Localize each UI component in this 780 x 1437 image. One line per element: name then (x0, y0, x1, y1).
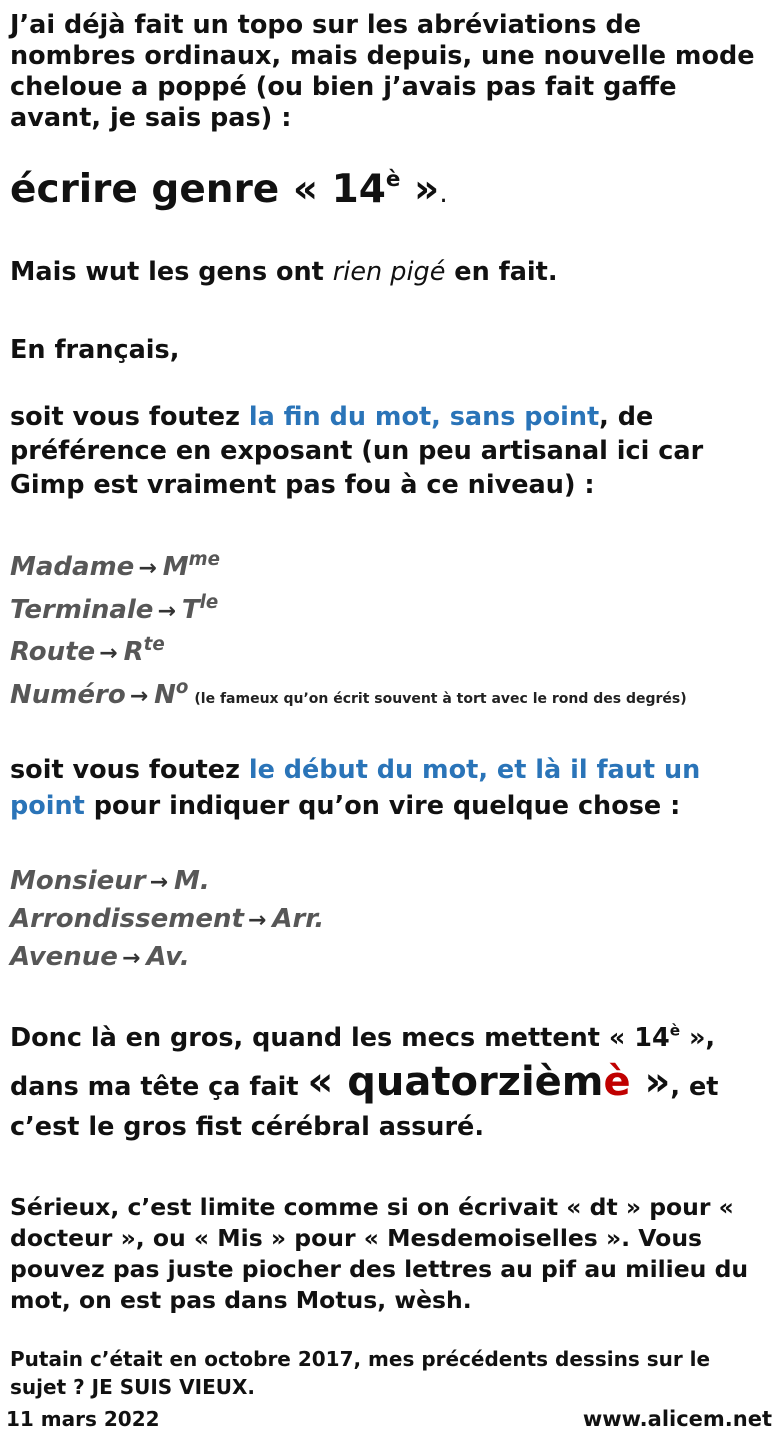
para2-before: soit vous foutez (10, 755, 249, 785)
line2-before: Mais wut les gens ont (10, 257, 333, 287)
example-word: Madame (10, 552, 135, 582)
quat-a: « quatorzièm (307, 1059, 604, 1105)
headline-sup: è (385, 166, 401, 192)
example-madame (10, 546, 220, 590)
para-fin-du-mot (10, 400, 772, 502)
example-word: Route (10, 637, 96, 667)
arrow-icon: → (99, 641, 118, 666)
arrow-icon: → (129, 684, 149, 709)
example-numero (10, 674, 687, 720)
example-abbr: T (181, 595, 200, 625)
para3-line2-after: , et c’est le gros fist cérébral assuré. (10, 1072, 719, 1142)
example-sup: o (175, 677, 189, 698)
example-abbr: R (123, 637, 144, 667)
headline-end: . (439, 178, 448, 209)
para3-line2-before: dans ma tête ça fait (10, 1072, 308, 1102)
example-note: (le fameux qu’on écrit souvent à tort avec le rond des degrés) (194, 691, 687, 707)
example-avenue (10, 936, 190, 980)
example-terminale (10, 589, 218, 633)
para-serieux: Sérieux, c’est limite comme si on écrivait « dt » pour « docteur », ou « Mis » pour « Mesdemoiselles ». Vous pouvez pas juste piocher des lettres au pif au milieu du mot, on est pas dans Motus, wèsh. (10, 1193, 749, 1314)
example-word: Avenue (10, 942, 118, 972)
para3-line1-sup: è (669, 1021, 681, 1040)
example-word: Numéro (10, 680, 126, 710)
line-rien-pige (10, 252, 772, 292)
arrow-icon: → (121, 946, 141, 971)
example-word: Terminale (10, 595, 154, 625)
para1-before: soit vous foutez (10, 402, 249, 432)
example-word: Monsieur (10, 866, 146, 896)
para2-highlight: le début du mot, et là il faut un point (10, 755, 701, 821)
headline (10, 166, 772, 218)
example-abbr: N (154, 680, 176, 710)
example-word: Arrondissement (10, 904, 244, 934)
example-abbr: M. (174, 866, 210, 896)
example-abbr: Arr. (272, 904, 325, 934)
example-abbr: M (162, 552, 189, 582)
headline-before: écrire genre « 14 (10, 167, 386, 212)
line2-italic: rien pigé (332, 257, 446, 287)
example-sup: te (143, 634, 165, 655)
quatorzieme-text (307, 1059, 670, 1105)
line-en-francais: En français, (10, 335, 180, 365)
para-donc-line1 (10, 1020, 772, 1056)
line2-after: en fait. (445, 257, 558, 287)
headline-after: » (400, 167, 440, 212)
intro-paragraph: J’ai déjà fait un topo sur les abréviations de nombres ordinaux, mais depuis, une nouvelle mode cheloue a poppé (ou bien j’avais pas fait gaffe avant, je sais pas) : (10, 10, 755, 133)
para1-after: , de préférence en exposant (un peu artisanal ici car Gimp est vraiment pas fou à ce niveau) : (10, 402, 704, 500)
arrow-icon: → (157, 599, 176, 624)
example-abbr: Av. (146, 942, 190, 972)
example-sup: me (188, 549, 220, 570)
para3-line1-before: Donc là en gros, quand les mecs mettent « 14 (10, 1023, 670, 1053)
quat-b: » (630, 1059, 671, 1105)
example-route (10, 631, 165, 675)
para-donc-line2 (10, 1059, 772, 1147)
arrow-icon: → (247, 908, 267, 933)
footer-site-link[interactable]: www.alicem.net (582, 1407, 772, 1431)
para3-line1-after: », (680, 1023, 716, 1053)
quat-red-letter: è (603, 1059, 631, 1105)
arrow-icon: → (149, 870, 169, 895)
para2-after: pour indiquer qu’on vire quelque chose : (84, 791, 681, 821)
para-debut-du-mot (10, 752, 772, 824)
para-putain: Putain c’était en octobre 2017, mes précédents dessins sur le sujet ? JE SUIS VIEUX. (10, 1347, 711, 1399)
footer-date: 11 mars 2022 (6, 1407, 160, 1431)
arrow-icon: → (138, 556, 157, 581)
example-sup: le (199, 592, 219, 613)
para1-highlight: la fin du mot, sans point (248, 402, 600, 432)
